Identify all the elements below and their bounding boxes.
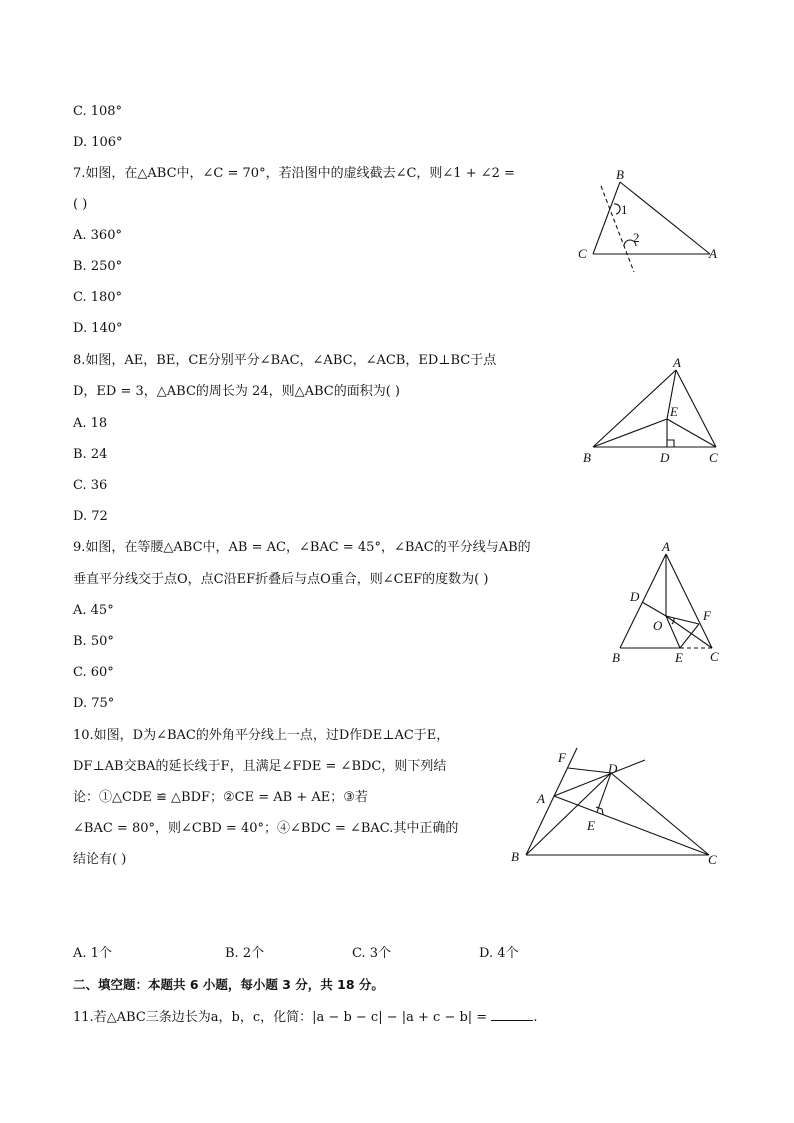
q10-stem-line2: DF⊥AB交BA的延长线于F，且满足∠FDE = ∠BDC，则下列结	[73, 759, 447, 774]
q10-label-f: F	[558, 750, 566, 765]
q8-label-e: E	[670, 404, 678, 419]
q10-option-d: D. 4个	[479, 946, 519, 961]
q9-option-b: B. 50°	[73, 634, 114, 649]
q9-stem-line1: 9.如图，在等腰△ABC中，AB = AC，∠BAC = 45°，∠BAC的平分线与AB的	[73, 540, 531, 555]
q9-label-d: D	[630, 589, 640, 604]
q7-label-a: A	[709, 246, 717, 261]
q11-line	[73, 1008, 537, 1026]
q11-answer-blank[interactable]	[491, 1008, 533, 1021]
q8-stem-line2: D，ED = 3，△ABC的周长为 24，则△ABC的面积为( )	[73, 384, 400, 399]
q8-figure	[578, 354, 726, 468]
q9-label-b: B	[612, 650, 620, 665]
q9-stem-line2: 垂直平分线交于点O，点C沿EF折叠后与点O重合，则∠CEF的度数为( )	[73, 572, 489, 587]
q8-label-a: A	[673, 355, 681, 370]
q7-figure	[570, 162, 730, 274]
section-2-heading: 二、填空题：本题共 6 小题，每小题 3 分，共 18 分。	[73, 977, 384, 992]
q8-stem-line1: 8.如图，AE，BE，CE分别平分∠BAC，∠ABC，∠ACB，ED⊥BC于点	[73, 353, 497, 368]
q10-label-d: D	[608, 761, 618, 776]
q8-label-d: D	[660, 450, 670, 465]
q10-label-a: A	[537, 791, 545, 806]
q9-label-c: C	[710, 649, 719, 664]
q9-figure	[600, 540, 730, 668]
q7-label-b: B	[616, 167, 624, 182]
q8-label-c: C	[709, 450, 718, 465]
q10-figure	[505, 744, 730, 872]
q8-option-c: C. 36	[73, 478, 108, 493]
q7-option-b: B. 250°	[73, 259, 123, 274]
q10-stem-line3: 论：①△CDE ≌ △BDF；②CE = AB + AE；③若	[73, 790, 368, 805]
q10-stem-line5: 结论有( )	[73, 852, 127, 867]
q7-stem-line2: ( )	[73, 197, 88, 212]
q10-options-row	[73, 946, 713, 962]
q10-label-c: C	[708, 852, 717, 867]
q7-option-a: A. 360°	[73, 228, 122, 243]
q9-label-o: O	[653, 618, 663, 633]
q10-option-c: C. 3个	[352, 946, 392, 961]
q10-label-b: B	[511, 849, 519, 864]
q8-option-d: D. 72	[73, 509, 108, 524]
q9-label-a: A	[662, 540, 670, 554]
q8-option-a: A. 18	[73, 416, 108, 431]
q8-label-b: B	[583, 450, 591, 465]
q7-stem-line1: 7.如图，在△ABC中，∠C = 70°，若沿图中的虚线截去∠C，则∠1 + ∠2 =	[73, 166, 515, 181]
q7-angle-2: 2	[633, 230, 640, 245]
q11-end: .	[533, 1010, 538, 1025]
q11-text: 11.若△ABC三条边长为a，b，c，化简：|a − b − c| − |a + c − b| =	[73, 1010, 488, 1025]
q8-option-b: B. 24	[73, 447, 108, 462]
q10-stem-line4: ∠BAC = 80°，则∠CBD = 40°；④∠BDC = ∠BAC.其中正确的	[73, 821, 459, 836]
q9-label-f: F	[703, 608, 711, 623]
q9-option-c: C. 60°	[73, 665, 114, 680]
q9-label-e: E	[675, 650, 683, 665]
q10-option-a: A. 1个	[73, 946, 112, 961]
q7-label-c: C	[578, 246, 587, 261]
q7-angle-1: 1	[621, 202, 628, 217]
q7-option-c: C. 180°	[73, 290, 123, 305]
q10-stem-line1: 10.如图，D为∠BAC的外角平分线上一点，过D作DE⊥AC于E，	[73, 728, 450, 743]
q10-label-e: E	[587, 818, 595, 833]
prev-option-c: C. 108°	[73, 104, 123, 119]
q9-option-a: A. 45°	[73, 603, 114, 618]
q9-option-d: D. 75°	[73, 696, 115, 711]
prev-option-d: D. 106°	[73, 135, 123, 150]
q7-option-d: D. 140°	[73, 321, 123, 336]
q10-option-b: B. 2个	[225, 946, 265, 961]
